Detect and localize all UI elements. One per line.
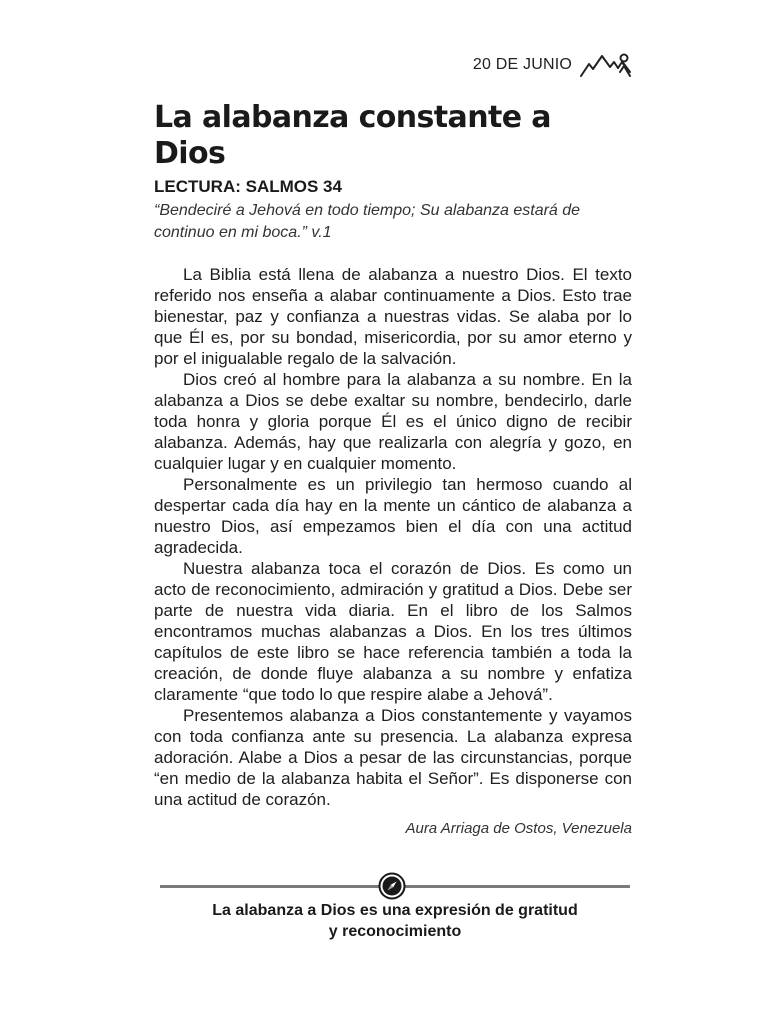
paragraph-2: Dios creó al hombre para la alabanza a su nombre. En la alabanza a Dios se debe exaltar su nombre, bendecirlo, darle toda honra y gloria porque Él es el único digno de recibir alabanza. Además, hay que realizarla con alegría y gozo, en cualquier lugar y en cualquier momento. xyxy=(154,369,632,473)
footer-quote xyxy=(160,900,630,942)
scripture-reading: LECTURA: SALMOS 34 xyxy=(154,177,342,196)
paragraph-3: Personalmente es un privilegio tan hermoso cuando al despertar cada día hay en la mente un cántico de alabanza a nuestro Dios, así empezamos bien el día con una actitud agradecida. xyxy=(154,474,632,557)
footer-quote-line-1: La alabanza a Dios es una expresión de gratitud xyxy=(212,902,578,919)
mountain-climber-icon xyxy=(580,52,632,78)
devotional-content xyxy=(154,100,632,837)
body-text xyxy=(154,264,632,810)
paragraph-4: Nuestra alabanza toca el corazón de Dios. Es como un acto de reconocimiento, admiración y gratitud a Dios. Debe ser parte de nuestra vida diaria. En el libro de los Salmos encontramos muchas alabanzas a Dios. En los tres últimos capítulos de este libro se hace referencia también a toda la creación, de donde fluye alabanza a su nombre y enfatiza claramente “que todo lo que respire alabe a Jehová”. xyxy=(154,558,632,704)
key-verse: “Bendeciré a Jehová en todo tiempo; Su alabanza estará de continuo en mi boca.” v.1 xyxy=(154,201,581,241)
compass-icon xyxy=(378,872,406,900)
footer-quote-line-2: y reconocimiento xyxy=(328,923,462,940)
paragraph-5: Presentemos alabanza a Dios constantemente y vayamos con toda confianza ante su presencia. La alabanza expresa adoración. Alabe a Dios a pesar de las circunstancias, porque “en medio de la alabanza habita el Señor”. Es disponerse con una actitud de corazón. xyxy=(154,705,632,809)
author-signature: Aura Arriaga de Ostos, Venezuela xyxy=(405,819,632,837)
date-label: 20 DE JUNIO xyxy=(472,56,572,73)
paragraph-1: La Biblia está llena de alabanza a nuestro Dios. El texto referido nos enseña a alabar continuamente a Dios. Esto trae bienestar, paz y confianza a nuestras vidas. Se alaba por lo que Él es, por su bondad, misericordia, por su amor eterno y por el inigualable regalo de la salvación. xyxy=(154,264,632,368)
page-title: La alabanza constante a Dios xyxy=(154,100,551,171)
date-header xyxy=(473,52,632,78)
footer-divider xyxy=(160,872,630,900)
